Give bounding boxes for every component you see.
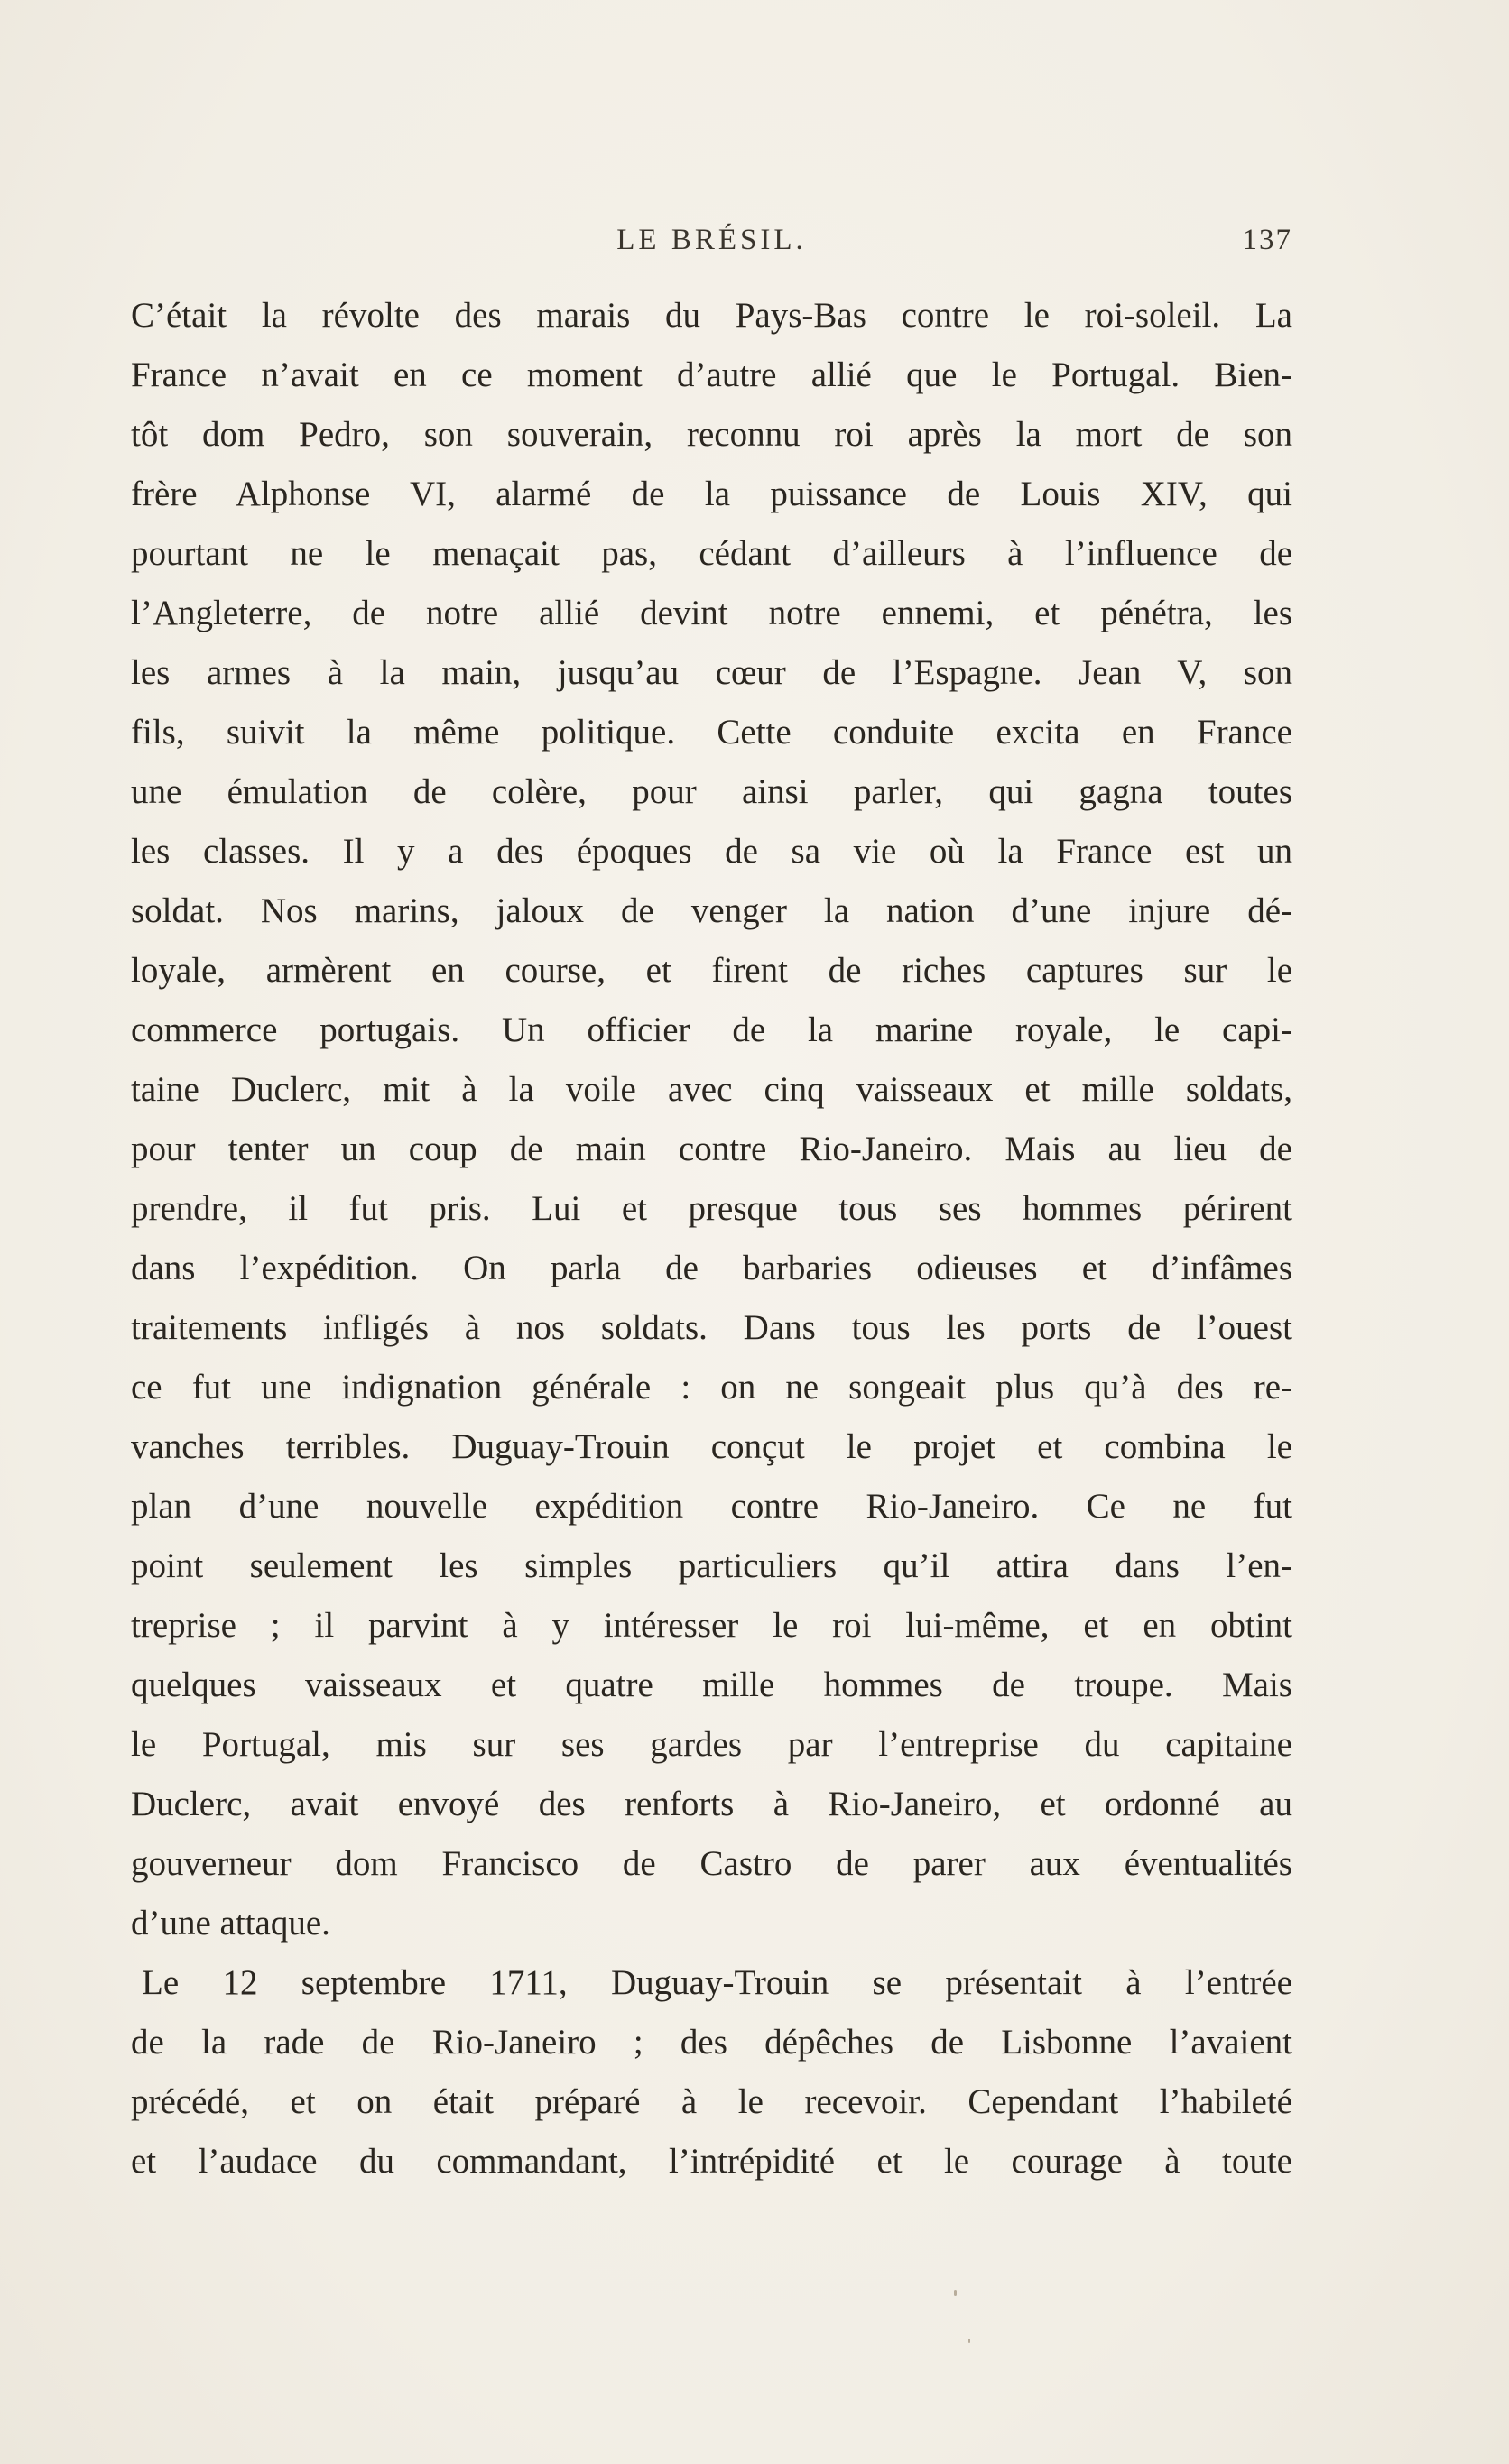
text-line: treprise ; il parvint à y intéresser le roi lui-même, et en obtint xyxy=(131,1606,1292,1645)
text-line: commerce portugais. Un officier de la marine royale, le capi- xyxy=(131,1011,1292,1049)
text-line: Duclerc, avait envoyé des renforts à Rio-Janeiro, et ordonné au xyxy=(131,1785,1292,1823)
text-line: C’était la révolte des marais du Pays-Bas contre le roi-soleil. La xyxy=(131,296,1292,335)
text-line: dans l’expédition. On parla de barbaries odieuses et d’infâmes xyxy=(131,1249,1292,1287)
text-line: ce fut une indignation générale : on ne songeait plus qu’à des re- xyxy=(131,1368,1292,1407)
body-text xyxy=(131,286,1292,2192)
text-line: les classes. Il y a des époques de sa vie où la France est un xyxy=(131,832,1292,871)
text-line: vanches terribles. Duguay-Trouin conçut le projet et combina le xyxy=(131,1427,1292,1466)
paper-speck xyxy=(954,2290,957,2296)
text-line: quelques vaisseaux et quatre mille hommes de troupe. Mais xyxy=(131,1666,1292,1704)
text-line: traitements infligés à nos soldats. Dans tous les ports de l’ouest xyxy=(131,1308,1292,1347)
paragraph-start-line: Le 12 septembre 1711, Duguay-Trouin se présentait à l’entrée xyxy=(142,1963,1292,2002)
text-line: gouverneur dom Francisco de Castro de parer aux éventualités xyxy=(131,1844,1292,1883)
text-line: et l’audace du commandant, l’intrépidité et le courage à toute xyxy=(131,2142,1292,2181)
text-line: plan d’une nouvelle expédition contre Rio-Janeiro. Ce ne fut xyxy=(131,1487,1292,1526)
running-title: LE BRÉSIL. xyxy=(616,224,807,256)
paragraph-end-line: d’une attaque. xyxy=(131,1904,330,1943)
running-head xyxy=(131,224,1292,260)
text-line: pour tenter un coup de main contre Rio-Janeiro. Mais au lieu de xyxy=(131,1130,1292,1168)
text-line: fils, suivit la même politique. Cette conduite excita en France xyxy=(131,713,1292,752)
text-line: soldat. Nos marins, jaloux de venger la nation d’une injure dé- xyxy=(131,891,1292,930)
text-line: le Portugal, mis sur ses gardes par l’entreprise du capitaine xyxy=(131,1725,1292,1764)
text-line: France n’avait en ce moment d’autre allié que le Portugal. Bien- xyxy=(131,355,1292,394)
text-line: loyale, armèrent en course, et firent de riches captures sur le xyxy=(131,951,1292,990)
text-line: tôt dom Pedro, son souverain, reconnu roi après la mort de son xyxy=(131,415,1292,454)
text-line: pourtant ne le menaçait pas, cédant d’ailleurs à l’influence de xyxy=(131,534,1292,573)
text-line: prendre, il fut pris. Lui et presque tous ses hommes périrent xyxy=(131,1189,1292,1228)
text-line: frère Alphonse VI, alarmé de la puissance de Louis XIV, qui xyxy=(131,475,1292,513)
text-line: point seulement les simples particuliers qu’il attira dans l’en- xyxy=(131,1546,1292,1585)
page-number: 137 xyxy=(1242,224,1292,256)
text-line: l’Angleterre, de notre allié devint notre ennemi, et pénétra, les xyxy=(131,594,1292,632)
paper-speck xyxy=(968,2339,970,2343)
text-line: les armes à la main, jusqu’au cœur de l’Espagne. Jean V, son xyxy=(131,653,1292,692)
text-line: une émulation de colère, pour ainsi parler, qui gagna toutes xyxy=(131,772,1292,811)
text-line: taine Duclerc, mit à la voile avec cinq vaisseaux et mille soldats, xyxy=(131,1070,1292,1109)
text-line: précédé, et on était préparé à le recevoir. Cependant l’habileté xyxy=(131,2082,1292,2121)
text-line: de la rade de Rio-Janeiro ; des dépêches de Lisbonne l’avaient xyxy=(131,2023,1292,2062)
